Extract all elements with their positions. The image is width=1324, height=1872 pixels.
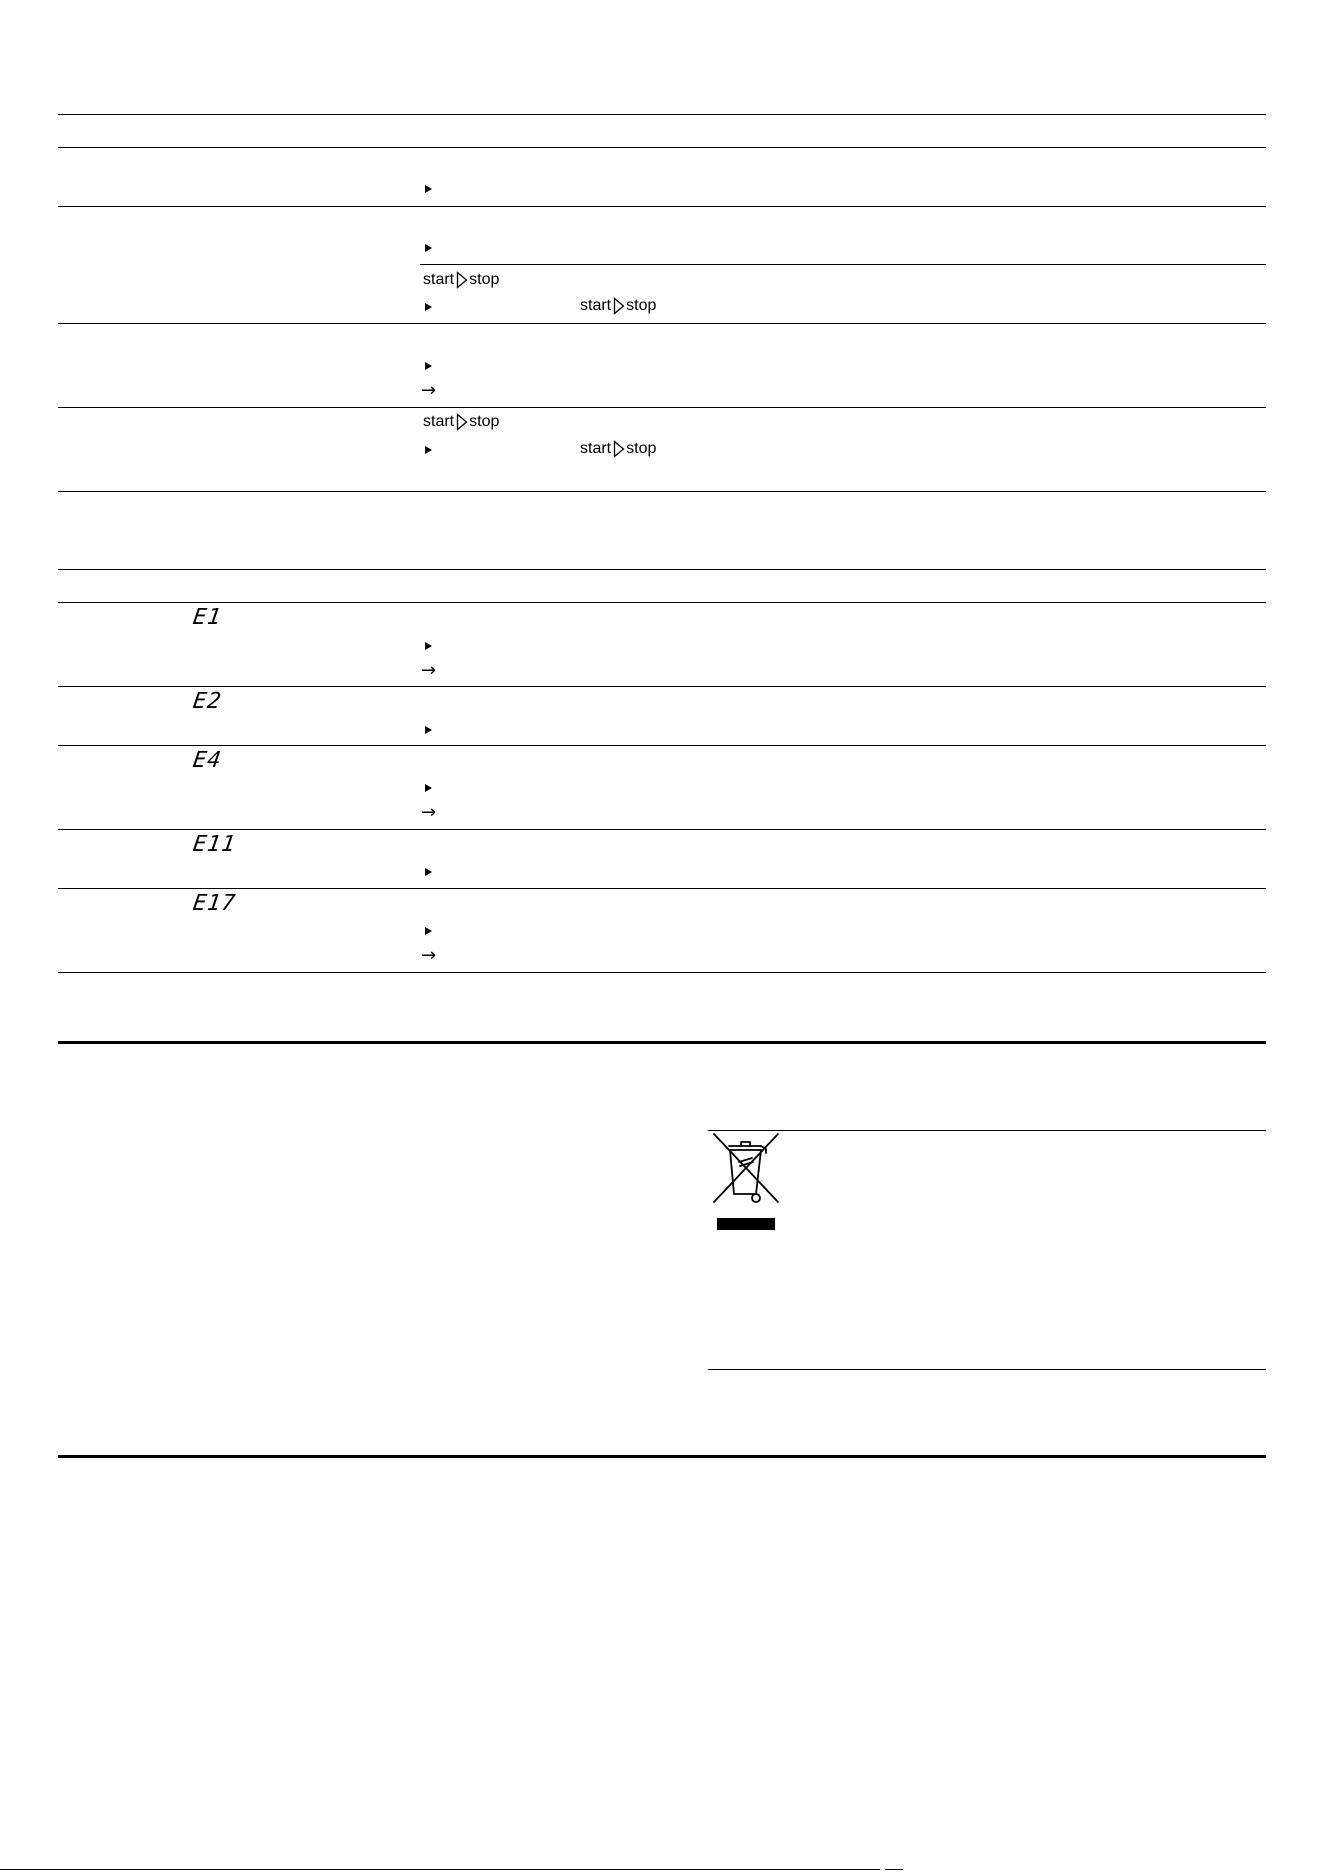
crossed-out-wheelie-bin-icon [712,1132,780,1232]
bullet-triangle-icon [425,927,432,935]
table-rule [58,745,1266,746]
result-arrow-icon: → [421,660,437,681]
table-rule [58,114,1266,115]
disposal-box-top-rule [708,1130,1266,1131]
stop-label: stop [469,413,500,430]
disposal-box-bottom-rule [708,1369,1266,1370]
bullet-triangle-icon [425,868,432,876]
table-rule [58,323,1266,324]
table-rule [58,686,1266,687]
table-rule [58,602,1266,603]
footer-rule-short [885,1869,903,1870]
result-arrow-icon: → [421,802,437,823]
error-code-e17: E17 [191,891,238,916]
table-subrule [420,264,1266,265]
stop-label: stop [469,271,500,288]
start-stop-triangle-icon [613,440,625,458]
table-rule [58,147,1266,148]
bullet-triangle-icon [425,244,432,252]
section-divider [58,1455,1266,1458]
start-stop-triangle-icon [456,271,468,289]
table-rule [58,829,1266,830]
bullet-triangle-icon [425,303,432,311]
start-label: start [580,440,612,457]
table-rule [58,206,1266,207]
table-rule [58,972,1266,973]
error-code-e2: E2 [191,689,224,714]
start-stop-key [423,413,499,431]
start-stop-triangle-icon [613,297,625,315]
result-arrow-icon: → [421,945,437,966]
error-code-e11: E11 [191,832,238,857]
section-divider [58,1041,1266,1044]
footer-rule [0,1869,880,1870]
table-rule [58,407,1266,408]
error-code-e4: E4 [191,748,224,773]
bullet-triangle-icon [425,185,432,193]
stop-label: stop [626,440,657,457]
table-rule [58,888,1266,889]
start-label: start [423,271,455,288]
start-stop-triangle-icon [456,413,468,431]
start-stop-key [580,297,656,315]
bullet-triangle-icon [425,642,432,650]
table-rule [58,569,1266,570]
start-stop-key [423,271,499,289]
stop-label: stop [626,297,657,314]
bullet-triangle-icon [425,362,432,370]
start-label: start [580,297,612,314]
error-code-e1: E1 [191,605,224,630]
bullet-triangle-icon [425,726,432,734]
start-stop-key [580,440,656,458]
bullet-triangle-icon [425,784,432,792]
bullet-triangle-icon [425,446,432,454]
start-label: start [423,413,455,430]
result-arrow-icon: → [421,380,437,401]
table-rule [58,491,1266,492]
